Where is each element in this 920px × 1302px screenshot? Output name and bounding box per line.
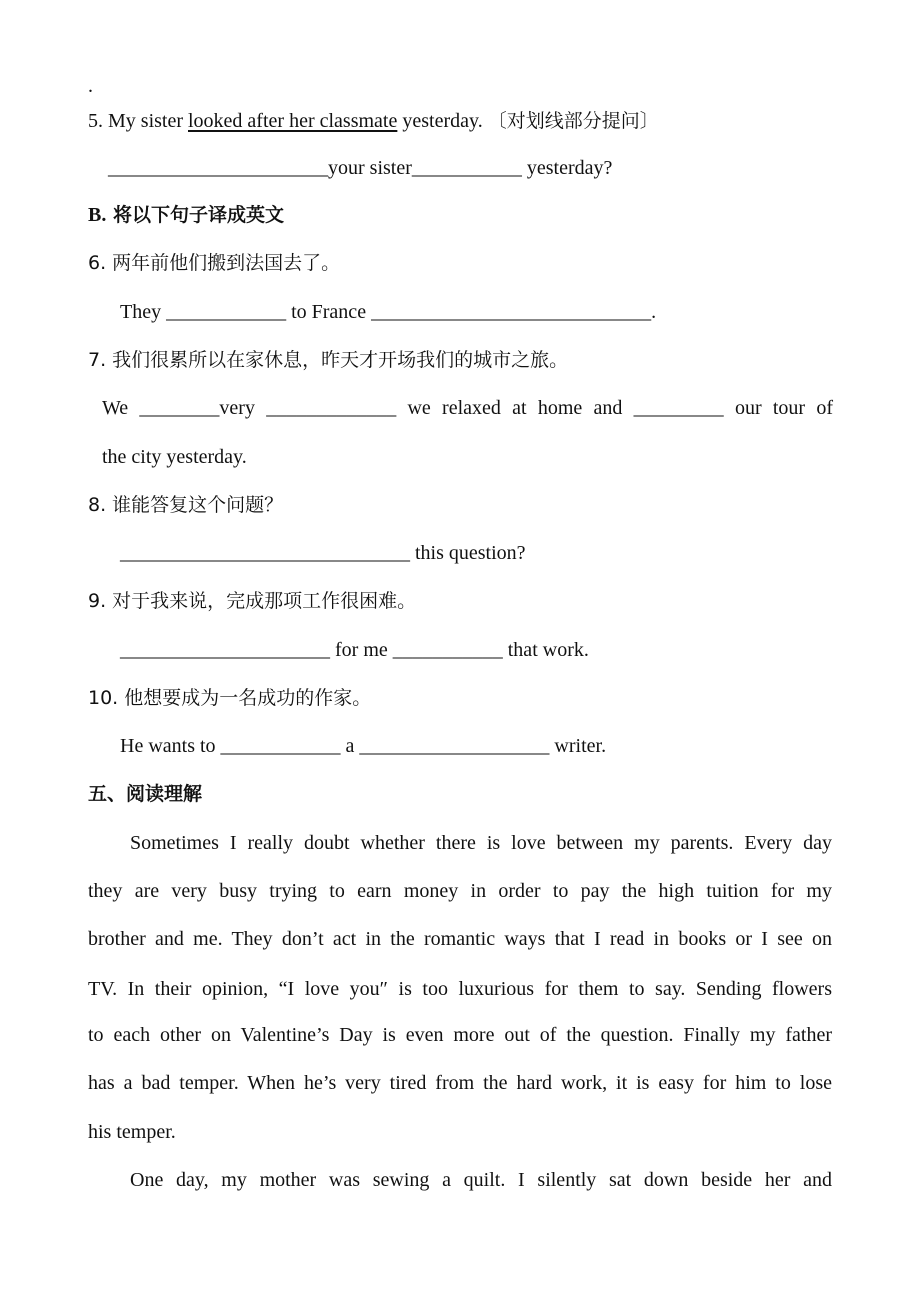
question-5 [88,107,659,135]
passage-line: brother and me. They don’t act in the romantic ways that I read in books or I see on [88,928,832,950]
passage-line: they are very busy trying to earn money in order to pay the high tuition for my [88,880,832,902]
section-5-heading: 五、阅读理解 [88,783,203,805]
question-6-prompt: 6. 两年前他们搬到法国去了。 [88,252,341,274]
passage-line: to each other on Valentine’s Day is even more out of the question. Finally my father [88,1024,832,1046]
answer-line-6: They ____________ to France ____________________________. [120,301,657,323]
question-text: My sister [108,110,188,132]
answer-line-5: ______________________your sister___________ yesterday? [108,157,613,179]
answer-line-7: We ________very _____________ we relaxed at home and _________ our tour of [102,397,833,419]
section-b-heading [88,201,284,229]
section-title: 将以下句子译成英文 [106,204,284,226]
question-number: 5. [88,110,108,132]
answer-line-9: _____________________ for me ___________ that work. [120,639,589,661]
passage-line: his temper. [88,1121,176,1143]
answer-line-7-cont: the city yesterday. [102,446,247,468]
question-9-prompt: 9. 对于我来说，完成那项工作很困难。 [88,590,417,612]
answer-line-8: _____________________________ this question? [120,542,526,564]
question-instruction: 〔对划线部分提问〕 [487,110,659,132]
question-8-prompt: 8. 谁能答复这个问题？ [88,494,284,516]
passage-line: TV. In their opinion, “I love you″ is too luxurious for them to say. Sending flowers [88,978,832,1000]
underlined-phrase: looked after her classmate [188,110,398,132]
question-7-prompt: 7. 我们很累所以在家休息，昨天才开场我们的城市之旅。 [88,349,569,371]
passage-line: has a bad temper. When he’s very tired from the hard work, it is easy for him to lose [88,1072,832,1094]
answer-line-10: He wants to ____________ a ___________________ writer. [120,735,607,757]
section-label: B. [88,204,107,226]
passage-line: One day, my mother was sewing a quilt. I silently sat down beside her and [130,1169,832,1191]
question-10-prompt: 10. 他想要成为一名成功的作家。 [88,687,372,709]
stray-dot: . [88,75,93,97]
passage-line: Sometimes I really doubt whether there is love between my parents. Every day [130,832,832,854]
question-text: yesterday. [397,110,488,132]
